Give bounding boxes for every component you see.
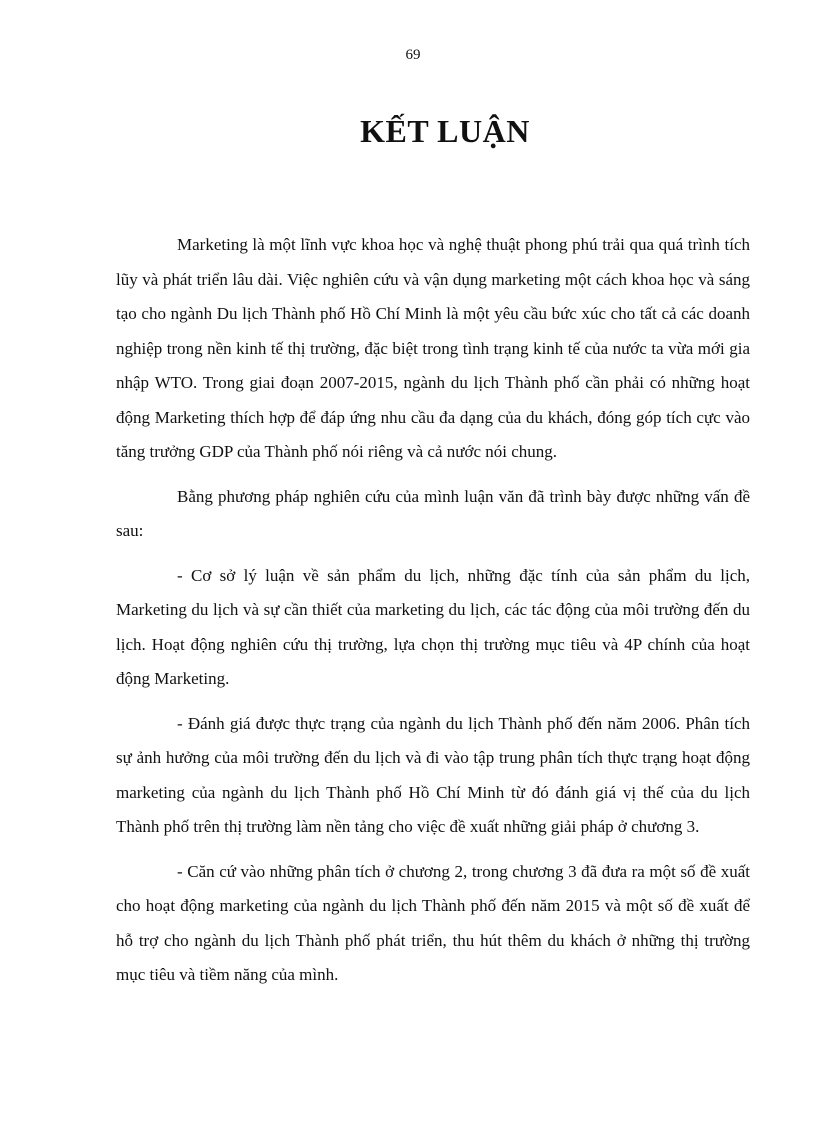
paragraph-point-2: - Đánh giá được thực trạng của ngành du lịch Thành phố đến năm 2006. Phân tích sự ảnh hưởng của môi trường đến du lịch và đi vào tập trung phân tích thực trạng hoạt động marketing của ngành du lịch Thành phố Hồ Chí Minh từ đó đánh giá vị thế của du lịch Thành phố trên thị trường làm nền tảng cho việc đề xuất những giải pháp ở chương 3. (116, 713, 750, 836)
paragraph-intro: Marketing là một lĩnh vực khoa học và nghệ thuật phong phú trải qua quá trình tích lũy và phát triển lâu dài. Việc nghiên cứu và vận dụng marketing một cách khoa học và sáng tạo cho ngành Du lịch Thành phố Hồ Chí Minh là một yêu cầu bức xúc cho tất cả các doanh nghiệp trong nền kinh tế thị trường, đặc biệt trong tình trạng kinh tế của nước ta vừa mới gia nhập WTO. Trong giai đoạn 2007-2015, ngành du lịch Thành phố cần phải có những hoạt động Marketing thích hợp để đáp ứng nhu cầu đa dạng của du khách, đóng góp tích cực vào tăng trưởng GDP của Thành phố nói riêng và cả nước nói chung. (116, 235, 750, 461)
page-number: 69 (405, 47, 421, 63)
page-title: KẾT LUẬN (360, 113, 530, 149)
body-text (116, 228, 750, 1003)
paragraph-method: Bằng phương pháp nghiên cứu của mình luận văn đã trình bày được những vấn đề sau: (116, 486, 750, 540)
paragraph-point-1: - Cơ sở lý luận về sản phẩm du lịch, những đặc tính của sản phẩm du lịch, Marketing du lịch và sự cần thiết của marketing du lịch, các tác động của môi trường đến du lịch. Hoạt động nghiên cứu thị trường, lựa chọn thị trường mục tiêu và 4P chính của hoạt động Marketing. (116, 565, 750, 688)
paragraph-point-3: - Căn cứ vào những phân tích ở chương 2, trong chương 3 đã đưa ra một số đề xuất cho hoạt động marketing của ngành du lịch Thành phố đến năm 2015 và một số đề xuất để hỗ trợ cho ngành du lịch Thành phố phát triển, thu hút thêm du khách ở những thị trường mục tiêu và tiềm năng của mình. (116, 861, 750, 984)
